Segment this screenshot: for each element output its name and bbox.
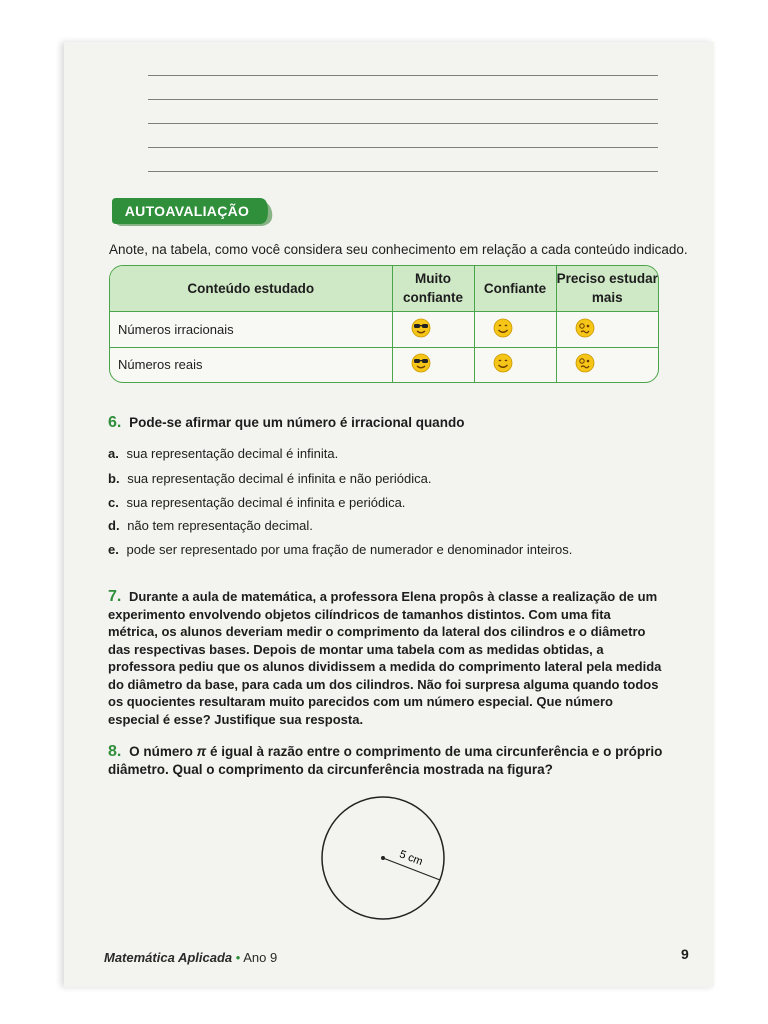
option-text: não tem representação decimal.: [127, 518, 313, 533]
cell-study-more[interactable]: [556, 311, 658, 347]
header-content: Conteúdo estudado: [110, 266, 392, 311]
smile-emoji-icon: [493, 318, 513, 338]
question-6: [108, 414, 663, 432]
option-letter: c.: [108, 495, 119, 510]
self-assessment-table: [109, 265, 659, 383]
question-text-after: é igual à razão entre o comprimento de uma circunferência e o próprio diâmetro. Qual o comprimento da circunferência mostrada na figura?: [108, 744, 663, 777]
confused-emoji-icon: [575, 353, 595, 373]
option-letter: e.: [108, 542, 119, 557]
cell-very-confident[interactable]: [392, 311, 474, 347]
confused-emoji-icon: [575, 318, 595, 338]
header-very-confident: Muito confiante: [392, 266, 474, 311]
question-number: 8.: [108, 743, 122, 760]
question-text: Durante a aula de matemática, a professora Elena propôs à classe a realização de um experimento envolvendo objetos cilíndricos de tamanhos distintos. Com uma fita métrica, os alunos deveriam medir o comprimento da lateral dos cilindros e o diâmetro das respectivas bases. Depois de montar uma tabela com as medidas obtidas, a professora pediu que os alunos dividissem a medida do comprimento lateral pela medida do diâmetro da base, para cada um dos cilindros. Não foi surpresa alguma quando todos os quocientes resultaram muito parecidos com um número especial. Que número especial é esse? Justifique sua resposta.: [108, 589, 662, 727]
grade-label: Ano 9: [243, 950, 278, 965]
cell-confident[interactable]: [474, 311, 556, 347]
table-row: [110, 347, 658, 382]
option-c[interactable]: [108, 495, 405, 510]
option-letter: b.: [108, 471, 120, 486]
cool-emoji-icon: [411, 353, 431, 373]
question-number: 7.: [108, 588, 122, 605]
question-text: Pode-se afirmar que um número é irracional quando: [129, 415, 465, 430]
row-label: Números reais: [110, 347, 392, 382]
option-d[interactable]: [108, 518, 313, 533]
question-7: [108, 588, 663, 728]
option-letter: d.: [108, 518, 120, 533]
option-b[interactable]: [108, 471, 431, 486]
answer-line: [148, 147, 658, 148]
radius-label: 5 cm: [397, 848, 425, 869]
cell-confident[interactable]: [474, 347, 556, 382]
answer-line: [148, 123, 658, 124]
header-study-more: Preciso estudar mais: [556, 266, 658, 311]
cell-study-more[interactable]: [556, 347, 658, 382]
answer-line: [148, 99, 658, 100]
table-row: [110, 311, 658, 347]
option-text: sua representação decimal é infinita e periódica.: [126, 495, 406, 510]
footer-separator: •: [235, 950, 241, 965]
option-text: pode ser representado por uma fração de numerador e denominador inteiros.: [126, 542, 573, 557]
header-confident: Confiante: [474, 266, 556, 311]
cell-very-confident[interactable]: [392, 347, 474, 382]
answer-line: [148, 171, 658, 172]
option-letter: a.: [108, 446, 119, 461]
page-number: 9: [681, 946, 689, 962]
book-title: Matemática Aplicada: [104, 950, 233, 965]
intro-text: Anote, na tabela, como você considera seu conhecimento em relação a cada conteúdo indicado.: [109, 242, 688, 257]
answer-line: [148, 75, 658, 76]
option-text: sua representação decimal é infinita.: [126, 446, 339, 461]
section-title: AUTOAVALIAÇÃO: [124, 203, 250, 219]
smile-emoji-icon: [493, 353, 513, 373]
circle-figure: [320, 795, 450, 925]
option-e[interactable]: [108, 542, 572, 557]
footer: [104, 950, 277, 965]
question-8: [108, 743, 663, 779]
cool-emoji-icon: [411, 318, 431, 338]
pi-symbol: π: [196, 744, 207, 759]
option-a[interactable]: [108, 446, 338, 461]
question-number: 6.: [108, 414, 122, 431]
row-label: Números irracionais: [110, 311, 392, 347]
option-text: sua representação decimal é infinita e não periódica.: [127, 471, 432, 486]
question-text-before: O número: [129, 744, 193, 759]
section-badge: [112, 198, 274, 228]
